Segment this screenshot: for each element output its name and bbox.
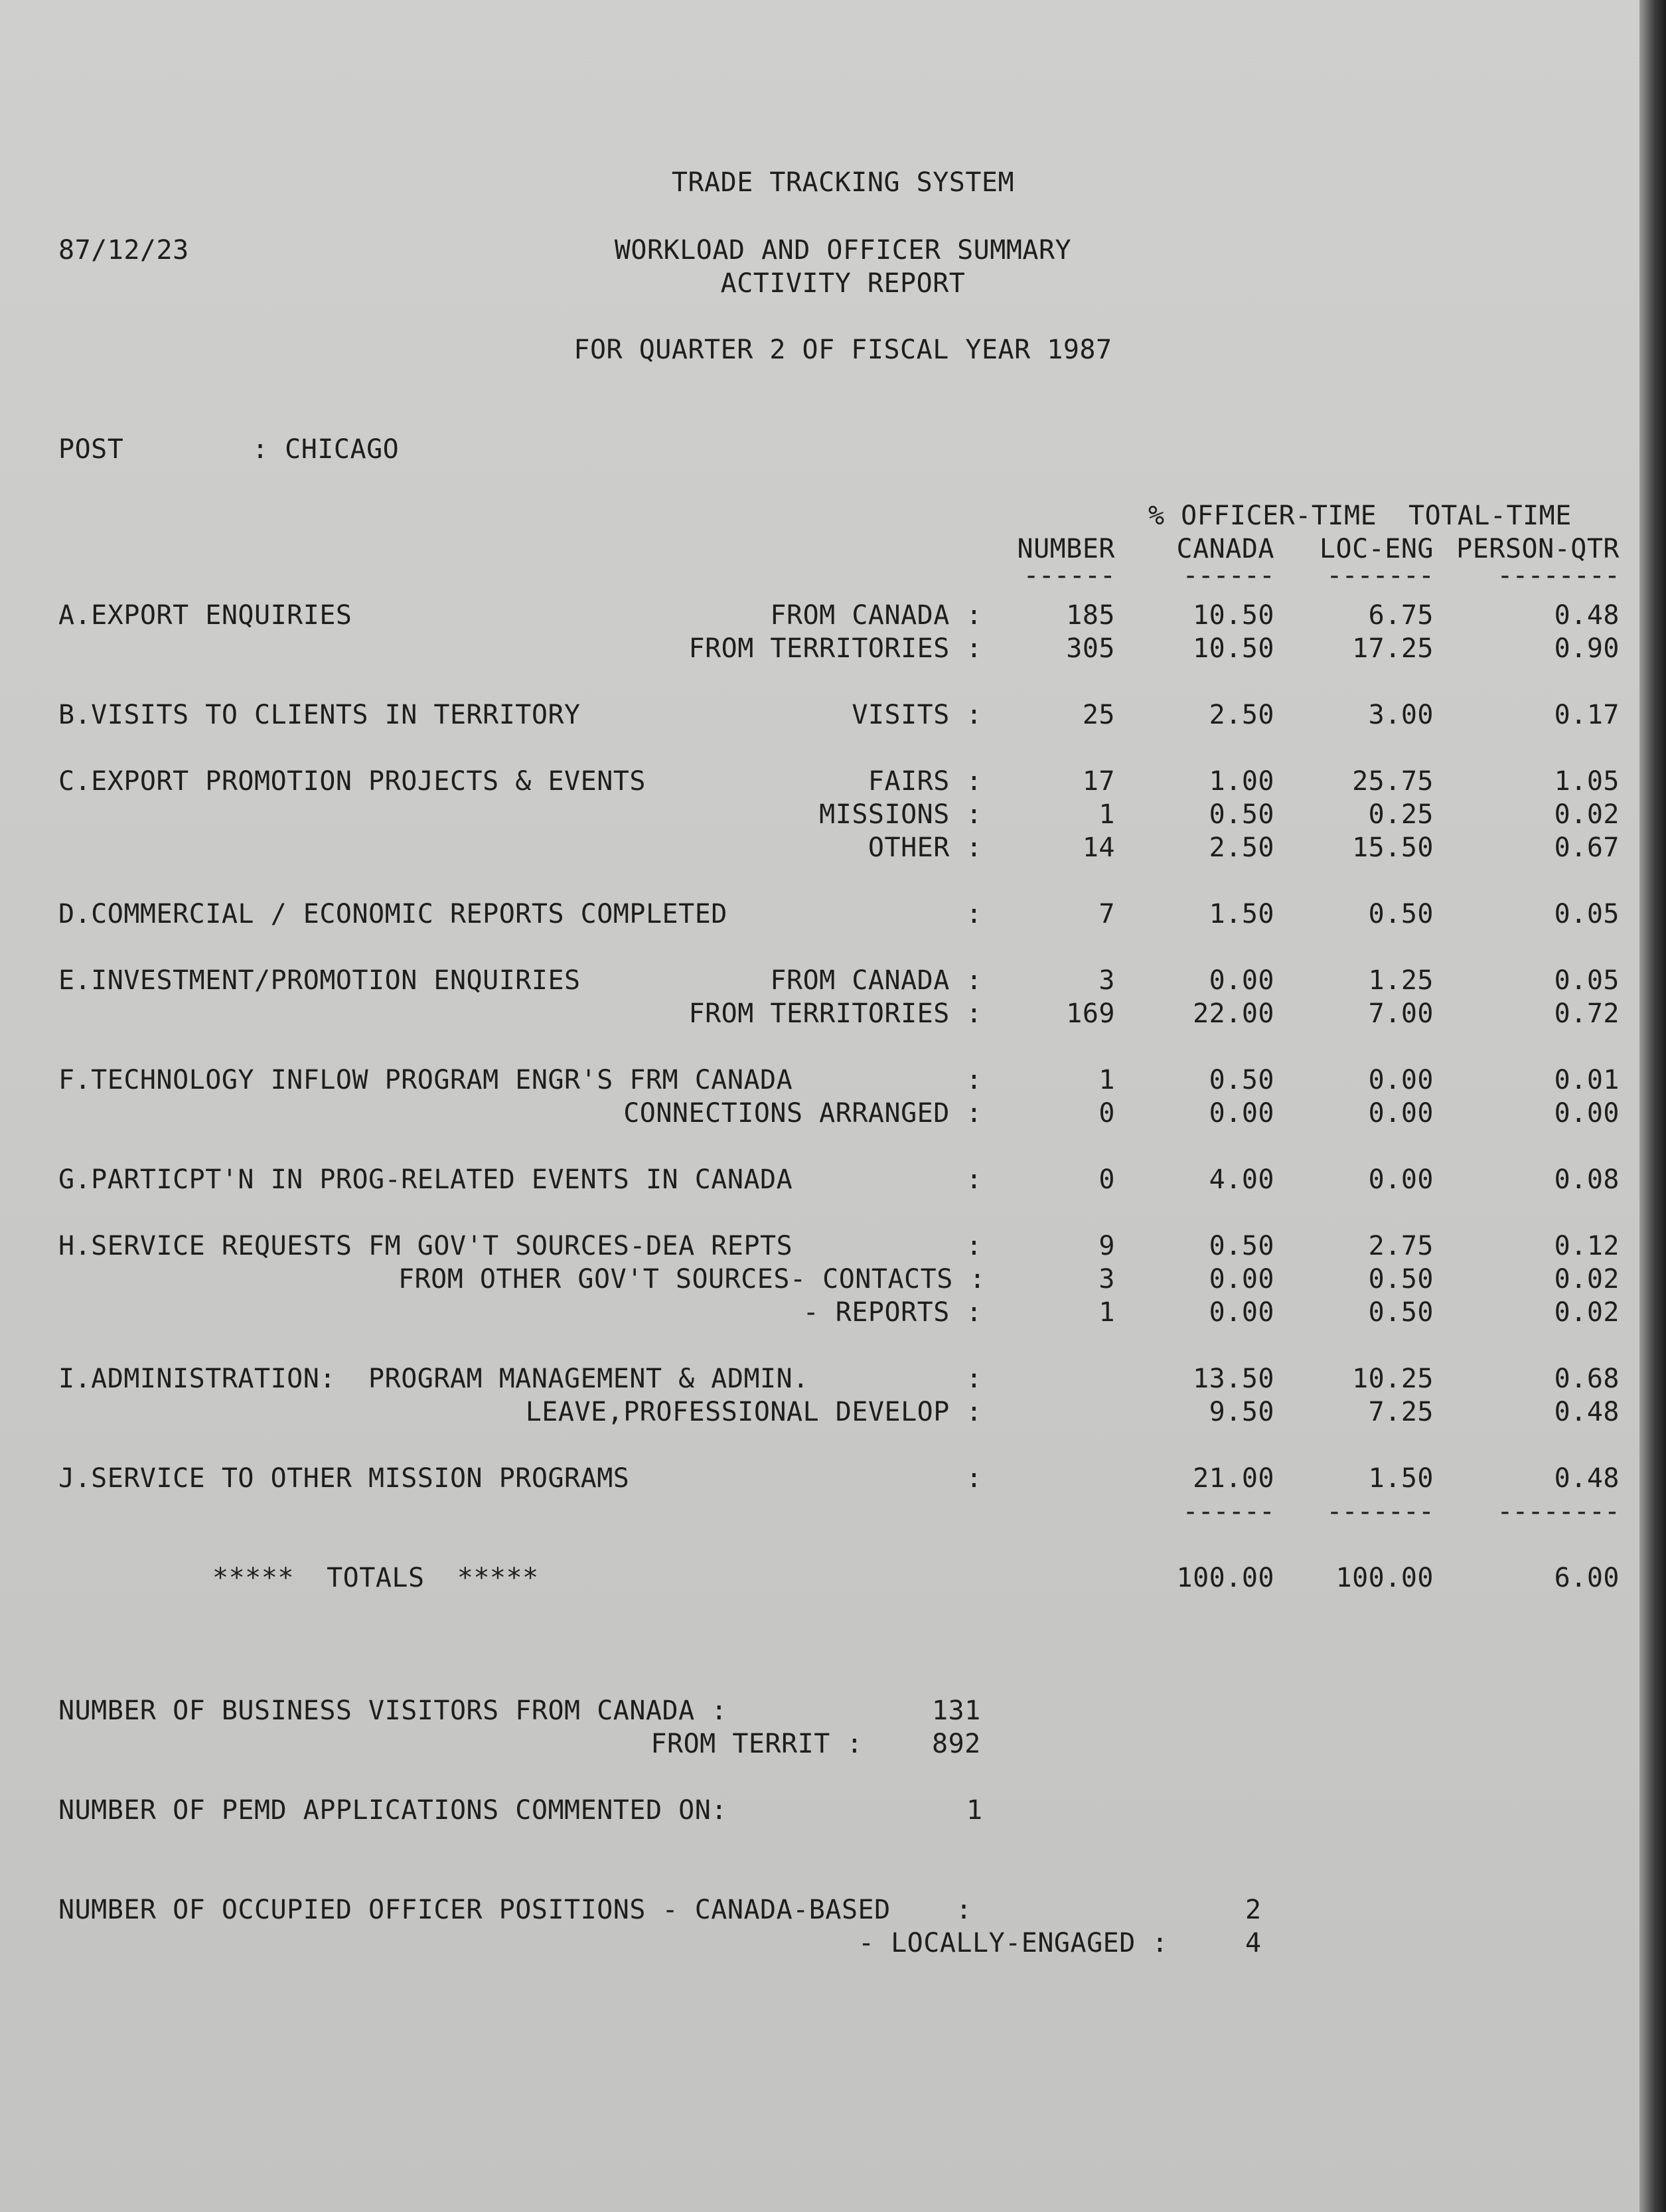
- row-subcategory: VISITS :: [852, 700, 982, 730]
- row-loc-eng-pct: 0.50: [1368, 1264, 1434, 1295]
- row-subcategory: FROM OTHER GOV'T SOURCES- CONTACTS :: [398, 1264, 986, 1295]
- row-number: 305: [1066, 633, 1115, 664]
- header-officer-time: % OFFICER-TIME: [1148, 501, 1377, 531]
- row-person-qtr: 0.90: [1554, 633, 1620, 664]
- row-description: E.INVESTMENT/PROMOTION ENQUIRIES: [58, 965, 581, 996]
- row-subcategory: FROM CANADA :: [770, 965, 982, 996]
- row-number: 14: [1082, 832, 1115, 863]
- row-loc-eng-pct: 3.00: [1368, 700, 1434, 730]
- row-description: B.VISITS TO CLIENTS IN TERRITORY: [58, 700, 581, 730]
- row-person-qtr: 0.05: [1554, 965, 1620, 996]
- row-loc-eng-pct: 0.00: [1368, 1098, 1434, 1129]
- header-person-qtr-rule: --------: [1497, 560, 1620, 591]
- row-loc-eng-pct: 6.75: [1368, 600, 1434, 631]
- report-date: 87/12/23: [58, 235, 189, 266]
- header-loc-eng: LOC-ENG: [1319, 534, 1434, 564]
- row-description: D.COMMERCIAL / ECONOMIC REPORTS COMPLETED: [58, 899, 727, 929]
- row-canada-pct: 0.00: [1209, 1098, 1274, 1129]
- row-number: 3: [1098, 965, 1115, 996]
- visitors-label: NUMBER OF BUSINESS VISITORS FROM CANADA :: [58, 1696, 727, 1726]
- row-person-qtr: 0.02: [1554, 1264, 1620, 1295]
- row-canada-pct: 1.00: [1209, 766, 1274, 797]
- row-canada-pct: 4.00: [1209, 1164, 1274, 1195]
- row-person-qtr: 0.48: [1554, 1397, 1620, 1427]
- report-title: WORKLOAD AND OFFICER SUMMARY: [614, 235, 1072, 266]
- row-canada-pct: 21.00: [1193, 1463, 1274, 1494]
- row-loc-eng-pct: 15.50: [1352, 832, 1434, 863]
- row-canada-pct: 1.50: [1209, 899, 1274, 929]
- row-loc-eng-pct: 0.50: [1368, 1297, 1434, 1328]
- row-subcategory: :: [966, 899, 982, 929]
- row-person-qtr: 0.02: [1554, 1297, 1620, 1328]
- row-subcategory: FROM TERRITORIES :: [688, 998, 982, 1029]
- row-canada-pct: 0.50: [1209, 1231, 1274, 1261]
- row-number: 169: [1066, 998, 1115, 1029]
- row-person-qtr: 0.72: [1554, 998, 1620, 1029]
- row-canada-pct: 10.50: [1193, 600, 1274, 631]
- row-loc-eng-pct: 0.00: [1368, 1065, 1434, 1095]
- row-canada-pct: 13.50: [1193, 1364, 1274, 1394]
- row-subcategory: :: [966, 1463, 982, 1494]
- header-canada: CANADA: [1176, 534, 1274, 564]
- header-number: NUMBER: [1017, 534, 1115, 564]
- row-description: C.EXPORT PROMOTION PROJECTS & EVENTS: [58, 766, 646, 797]
- positions-label: NUMBER OF OCCUPIED OFFICER POSITIONS - CANADA-BASED :: [58, 1895, 972, 1925]
- row-description: G.PARTICPT'N IN PROG-RELATED EVENTS IN CANADA: [58, 1164, 793, 1195]
- totals-canada-rule: ------: [1182, 1496, 1274, 1527]
- row-number: 185: [1066, 600, 1115, 631]
- pemd-label: NUMBER OF PEMD APPLICATIONS COMMENTED ON:: [58, 1795, 727, 1826]
- row-subcategory: OTHER :: [868, 832, 982, 863]
- row-description: I.ADMINISTRATION: PROGRAM MANAGEMENT & ADMIN.: [58, 1364, 809, 1394]
- row-number: 17: [1082, 766, 1115, 797]
- visitors-territ-label: FROM TERRIT :: [650, 1729, 863, 1759]
- row-subcategory: :: [966, 1164, 982, 1195]
- row-loc-eng-pct: 10.25: [1352, 1364, 1434, 1394]
- totals-label: ***** TOTALS *****: [212, 1563, 539, 1593]
- row-loc-eng-pct: 0.00: [1368, 1164, 1434, 1195]
- row-subcategory: :: [966, 1065, 982, 1095]
- totals-loc-eng: 100.00: [1335, 1563, 1434, 1593]
- row-canada-pct: 10.50: [1193, 633, 1274, 664]
- report-period: FOR QUARTER 2 OF FISCAL YEAR 1987: [573, 335, 1112, 365]
- header-canada-rule: ------: [1182, 560, 1274, 591]
- row-number: 7: [1098, 899, 1115, 929]
- row-canada-pct: 22.00: [1193, 998, 1274, 1029]
- row-number: 1: [1098, 799, 1115, 830]
- post-value: : CHICAGO: [252, 434, 400, 465]
- row-loc-eng-pct: 17.25: [1352, 633, 1434, 664]
- row-canada-pct: 9.50: [1209, 1397, 1274, 1427]
- row-number: 25: [1082, 700, 1115, 730]
- row-loc-eng-pct: 0.50: [1368, 899, 1434, 929]
- row-person-qtr: 0.05: [1554, 899, 1620, 929]
- positions-local-label: - LOCALLY-ENGAGED :: [858, 1928, 1168, 1958]
- system-title: TRADE TRACKING SYSTEM: [671, 167, 1015, 198]
- row-subcategory: FROM CANADA :: [770, 600, 982, 631]
- row-loc-eng-pct: 25.75: [1352, 766, 1434, 797]
- row-subcategory: :: [966, 1231, 982, 1261]
- row-subcategory: FAIRS :: [868, 766, 982, 797]
- row-loc-eng-pct: 1.25: [1368, 965, 1434, 996]
- row-number: 1: [1098, 1065, 1115, 1095]
- row-person-qtr: 0.00: [1554, 1098, 1620, 1129]
- header-number-rule: ------: [1023, 560, 1115, 591]
- row-person-qtr: 0.08: [1554, 1164, 1620, 1195]
- row-person-qtr: 0.67: [1554, 832, 1620, 863]
- row-canada-pct: 2.50: [1209, 700, 1274, 730]
- row-person-qtr: 0.48: [1554, 1463, 1620, 1494]
- row-canada-pct: 2.50: [1209, 832, 1274, 863]
- pemd-value: 1: [966, 1795, 983, 1826]
- row-number: 0: [1098, 1164, 1115, 1195]
- positions-canada-value: 2: [1245, 1895, 1262, 1925]
- row-canada-pct: 0.00: [1209, 965, 1274, 996]
- row-subcategory: FROM TERRITORIES :: [688, 633, 982, 664]
- row-number: 0: [1098, 1098, 1115, 1129]
- row-loc-eng-pct: 2.75: [1368, 1231, 1434, 1261]
- row-number: 3: [1098, 1264, 1115, 1295]
- visitors-canada-value: 131: [932, 1696, 981, 1726]
- row-loc-eng-pct: 1.50: [1368, 1463, 1434, 1494]
- totals-person-qtr: 6.00: [1554, 1563, 1620, 1593]
- post-label: POST: [58, 434, 124, 465]
- row-description: H.SERVICE REQUESTS FM GOV'T SOURCES-DEA REPTS: [58, 1231, 793, 1261]
- row-subcategory: - REPORTS :: [802, 1297, 982, 1328]
- row-canada-pct: 0.00: [1209, 1264, 1274, 1295]
- row-person-qtr: 1.05: [1554, 766, 1620, 797]
- header-person-qtr: PERSON-QTR: [1456, 534, 1620, 564]
- row-canada-pct: 0.50: [1209, 799, 1274, 830]
- row-person-qtr: 0.48: [1554, 600, 1620, 631]
- row-description: F.TECHNOLOGY INFLOW PROGRAM ENGR'S FRM CANADA: [58, 1065, 793, 1095]
- page-edge-shadow: [1639, 0, 1666, 2212]
- totals-person-qtr-rule: --------: [1497, 1496, 1620, 1527]
- row-description: J.SERVICE TO OTHER MISSION PROGRAMS: [58, 1463, 630, 1494]
- totals-canada: 100.00: [1176, 1563, 1274, 1593]
- row-subcategory: CONNECTIONS ARRANGED :: [623, 1098, 982, 1129]
- header-total-time: TOTAL-TIME: [1408, 501, 1572, 531]
- report-subtitle: ACTIVITY REPORT: [720, 268, 966, 299]
- row-loc-eng-pct: 7.25: [1368, 1397, 1434, 1427]
- row-loc-eng-pct: 0.25: [1368, 799, 1434, 830]
- row-subcategory: :: [966, 1364, 982, 1394]
- header-loc-eng-rule: -------: [1326, 560, 1434, 591]
- visitors-territ-value: 892: [932, 1729, 981, 1759]
- row-person-qtr: 0.17: [1554, 700, 1620, 730]
- row-number: 9: [1098, 1231, 1115, 1261]
- row-person-qtr: 0.02: [1554, 799, 1620, 830]
- row-number: 1: [1098, 1297, 1115, 1328]
- row-description: A.EXPORT ENQUIRIES: [58, 600, 352, 631]
- row-person-qtr: 0.68: [1554, 1364, 1620, 1394]
- row-person-qtr: 0.12: [1554, 1231, 1620, 1261]
- row-person-qtr: 0.01: [1554, 1065, 1620, 1095]
- row-canada-pct: 0.00: [1209, 1297, 1274, 1328]
- positions-local-value: 4: [1245, 1928, 1262, 1958]
- totals-loc-eng-rule: -------: [1326, 1496, 1434, 1527]
- row-subcategory: MISSIONS :: [819, 799, 982, 830]
- row-loc-eng-pct: 7.00: [1368, 998, 1434, 1029]
- row-canada-pct: 0.50: [1209, 1065, 1274, 1095]
- row-subcategory: LEAVE,PROFESSIONAL DEVELOP :: [525, 1397, 982, 1427]
